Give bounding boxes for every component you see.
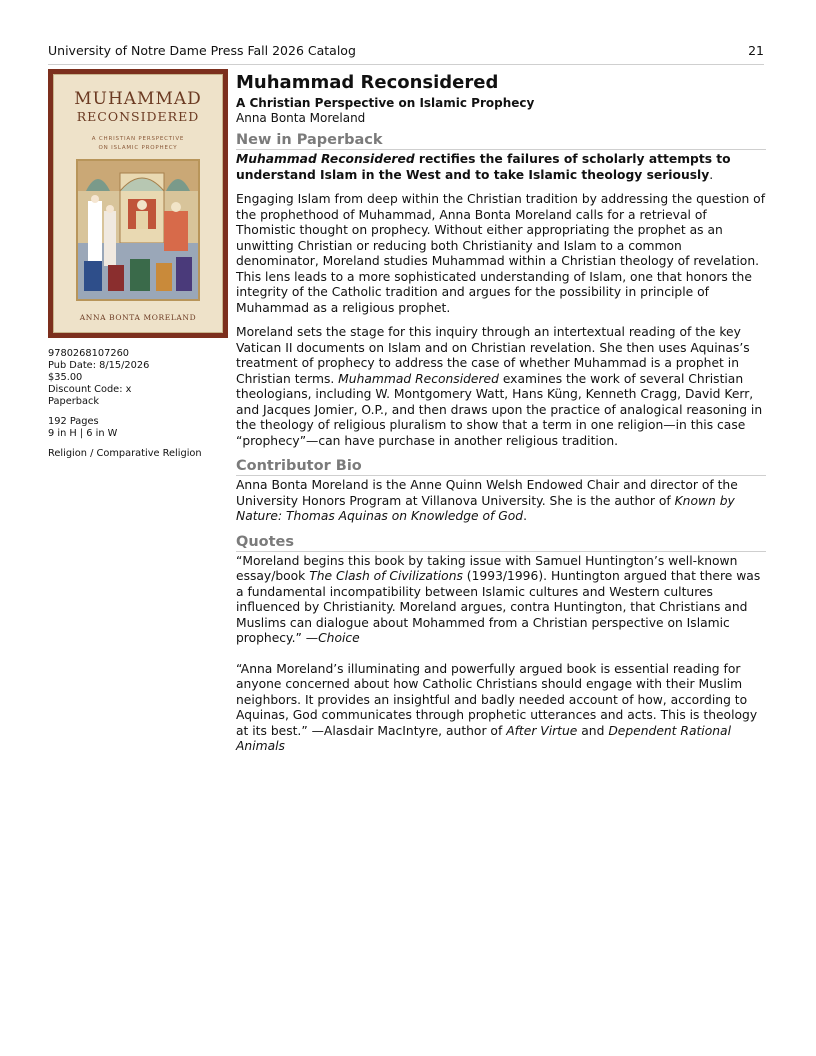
dimensions: 9 in H | 6 in W <box>48 428 118 439</box>
book-details <box>236 72 766 755</box>
quote-2: “Anna Moreland’s illuminating and powerfully argued book is essential reading for anyone concerned about how Catholic Christians should engage with their Muslim neighbors. It provides an insightful and badly needed account of how, according to Aquinas, God communicates through prophetic utterances and acts. This is theology at its best.” —Alasdair MacIntyre, author of After Virtue and Dependent Rational Animals <box>236 661 758 753</box>
description-paragraph-1: Engaging Islam from deep within the Christian tradition by addressing the question of the prophethood of Muhammad, Anna Bonta Moreland calls for a retrieval of Thomistic thought on prophecy. Without either appropriating the prophet as an unwitting Christian or reducing both Christianity and Islam to a common denominator, Moreland studies Muhammad within a Christian theology of revelation. This lens leads to a more sophisticated understanding of Islam, one that honors the integrity of the Catholic tradition and argues for the possibility in principle of Muhammad as a religious prophet. <box>236 192 766 315</box>
cover-illustration-art <box>78 161 198 299</box>
lead-title: Muhammad Reconsidered <box>236 152 415 166</box>
quote-1: “Moreland begins this book by taking issue with Samuel Huntington’s well-known essay/book The Clash of Civilizations (1993/1996). Huntington argued that there was a fundamental incompatibility between Islamic cultures and Western cultures influenced by Christianity. Moreland argues, contra Huntington, that Christians and Muslims can dialogue about Mohammed from a Christian perspective on Islamic prophecy.” —Choice <box>236 553 761 645</box>
format: Paperback <box>48 396 100 407</box>
book-cover <box>48 69 228 338</box>
cover-illustration <box>76 159 200 301</box>
lead-period: . <box>709 167 714 182</box>
price: $35.00 <box>48 372 83 383</box>
contributor-bio-text: Anna Bonta Moreland is the Anne Quinn Welsh Endowed Chair and director of the University Honors Program at Villanova University. She is the author of Known by Nature: Thomas Aquinas on Knowledge of God. <box>236 478 738 523</box>
page-count: 192 Pages <box>48 416 99 427</box>
lead-text: rectifies the failures of scholarly attempts to understand Islam in the West and to take Islamic theology seriously <box>236 152 731 182</box>
book-title: Muhammad Reconsidered <box>236 72 499 93</box>
quotes-heading: Quotes <box>236 534 766 552</box>
cover-subtitle: A CHRISTIAN PERSPECTIVE ON ISLAMIC PROPHECY <box>91 136 185 151</box>
book-metadata <box>48 348 228 460</box>
book-author: Anna Bonta Moreland <box>236 111 366 125</box>
page-number: 21 <box>748 43 764 58</box>
page-header <box>48 43 764 65</box>
book-cover-inner <box>53 74 223 333</box>
book-subtitle: A Christian Perspective on Islamic Prophecy <box>236 96 535 110</box>
new-in-paperback-heading: New in Paperback <box>236 132 766 150</box>
pub-date: Pub Date: 8/15/2026 <box>48 360 150 371</box>
cover-title-line2: RECONSIDERED <box>76 109 200 124</box>
description-paragraph-2: Moreland sets the stage for this inquiry through an intertextual reading of the key Vatican II documents on Islam and on Christian revelation. She then uses Aquinas’s treatment of prophecy to address the case of whether Muhammad is a prophet in Christian terms. Muhammad Reconsidered examines the work of several Christian theologians, including W. Montgomery Watt, Hans Küng, Kenneth Cragg, David Kerr, and Jacques Jomier, O.P., and then draws upon the practice of analogical reasoning in the theology of religious pluralism to show that a term in one religion—in this case “prophecy”—can have purchase in another religious tradition. <box>236 325 763 448</box>
cover-author: ANNA BONTA MORELAND <box>79 313 197 322</box>
discount-code: Discount Code: x <box>48 384 132 395</box>
contributor-bio-heading: Contributor Bio <box>236 458 766 476</box>
cover-title-line1: MUHAMMAD <box>74 89 202 109</box>
catalog-title: University of Notre Dame Press Fall 2026 Catalog <box>48 43 356 58</box>
lead-statement <box>236 152 766 183</box>
category: Religion / Comparative Religion <box>48 448 202 459</box>
isbn: 9780268107260 <box>48 348 130 359</box>
